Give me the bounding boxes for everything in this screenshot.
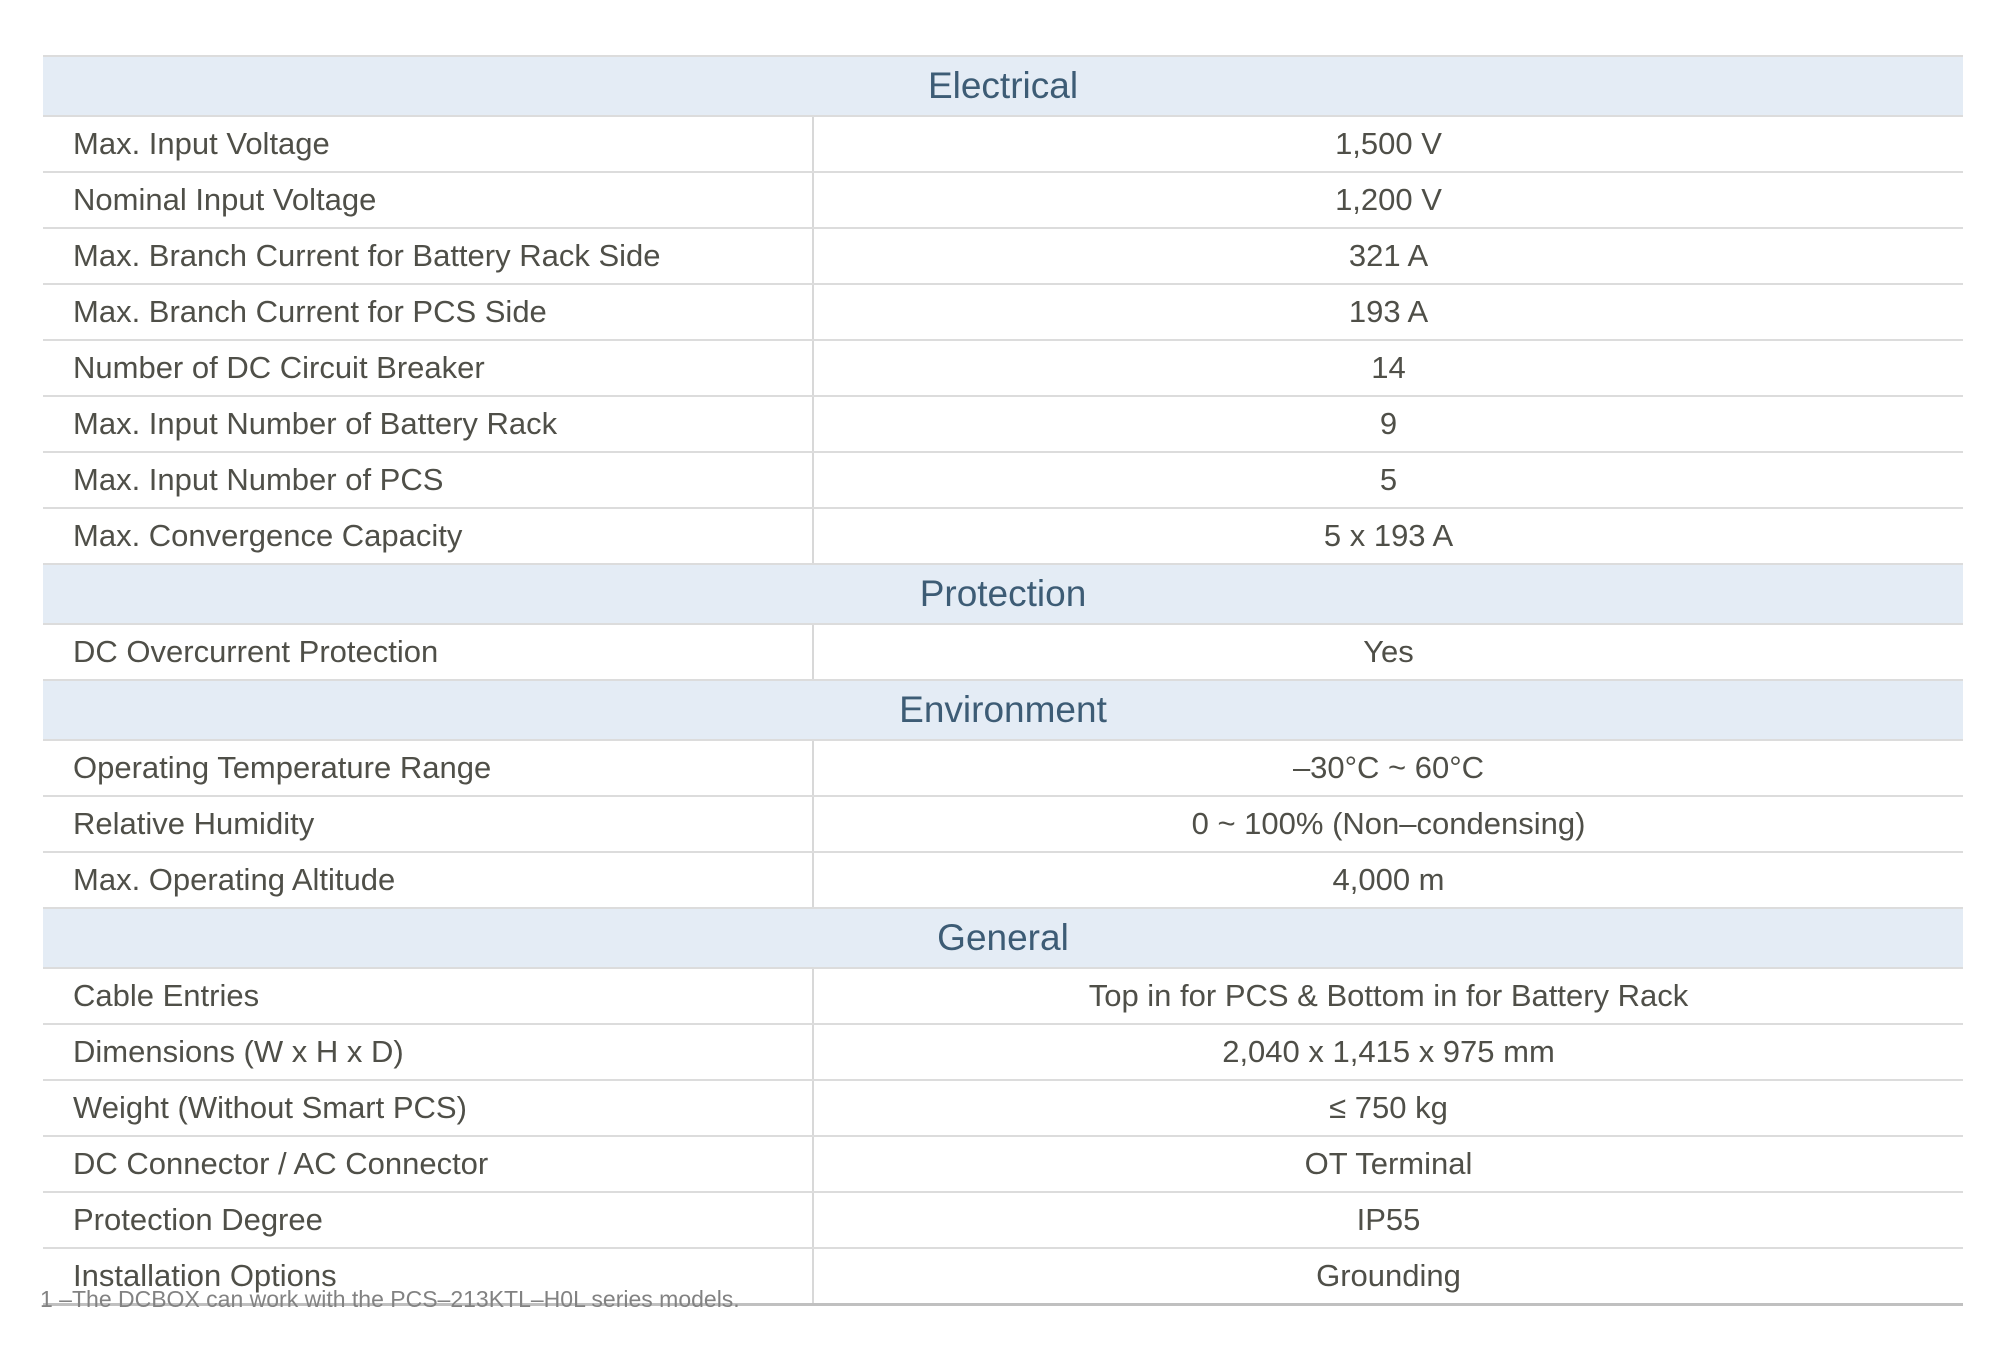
spec-label: Max. Operating Altitude [73,862,396,897]
table-row [43,453,1963,509]
spec-label: Protection Degree [73,1202,323,1237]
spec-label: Max. Branch Current for Battery Rack Side [73,238,661,273]
spec-value: 14 [812,341,1963,395]
table-row [43,797,1963,853]
spec-value: –30°C ~ 60°C [812,741,1963,795]
spec-value: 0 ~ 100% (Non–condensing) [812,797,1963,851]
spec-label: Number of DC Circuit Breaker [73,350,485,385]
table-row [43,397,1963,453]
section-protection [43,565,1963,681]
spec-value: 1,500 V [812,117,1963,171]
table-row [43,1025,1963,1081]
table-row [43,1193,1963,1249]
spec-label: Max. Input Number of PCS [73,462,444,497]
spec-value: IP55 [812,1193,1963,1247]
spec-label: Cable Entries [73,978,260,1013]
section-header-electrical: Electrical [43,57,1963,117]
spec-label: Dimensions (W x H x D) [73,1034,404,1069]
section-header-environment: Environment [43,681,1963,741]
spec-label: Max. Branch Current for PCS Side [73,294,547,329]
spec-value: 2,040 x 1,415 x 975 mm [812,1025,1963,1079]
table-row [43,117,1963,173]
spec-label: DC Overcurrent Protection [73,634,439,669]
section-header-protection: Protection [43,565,1963,625]
spec-label: DC Connector / AC Connector [73,1146,489,1181]
spec-table [43,55,1963,1306]
section-electrical [43,57,1963,565]
spec-value: 9 [812,397,1963,451]
table-row [43,853,1963,909]
table-row [43,625,1963,681]
table-row [43,173,1963,229]
spec-label: Installation Options [73,1258,337,1293]
spec-label: Max. Input Voltage [73,126,330,161]
table-row [43,341,1963,397]
table-row [43,969,1963,1025]
section-header-general: General [43,909,1963,969]
spec-value: 4,000 m [812,853,1963,907]
spec-value: OT Terminal [812,1137,1963,1191]
spec-value: 5 x 193 A [812,509,1963,563]
spec-value: 193 A [812,285,1963,339]
spec-value: 1,200 V [812,173,1963,227]
spec-label: Relative Humidity [73,806,315,841]
section-general [43,909,1963,1306]
spec-value: ≤ 750 kg [812,1081,1963,1135]
spec-value: Yes [812,625,1963,679]
table-row [43,1081,1963,1137]
spec-value: Top in for PCS & Bottom in for Battery Rack [812,969,1963,1023]
spec-value: 321 A [812,229,1963,283]
spec-value: 5 [812,453,1963,507]
table-row [43,229,1963,285]
spec-value: Grounding [812,1249,1963,1303]
spec-label: Max. Convergence Capacity [73,518,463,553]
table-row [43,1137,1963,1193]
spec-label: Weight (Without Smart PCS) [73,1090,467,1125]
section-environment [43,681,1963,909]
table-row [43,285,1963,341]
spec-label: Nominal Input Voltage [73,182,377,217]
table-row [43,509,1963,565]
footnote: 1 –The DCBOX can work with the PCS–213KTL–H0L series models. [40,1286,740,1312]
table-row [43,741,1963,797]
spec-label: Operating Temperature Range [73,750,492,785]
spec-label: Max. Input Number of Battery Rack [73,406,558,441]
